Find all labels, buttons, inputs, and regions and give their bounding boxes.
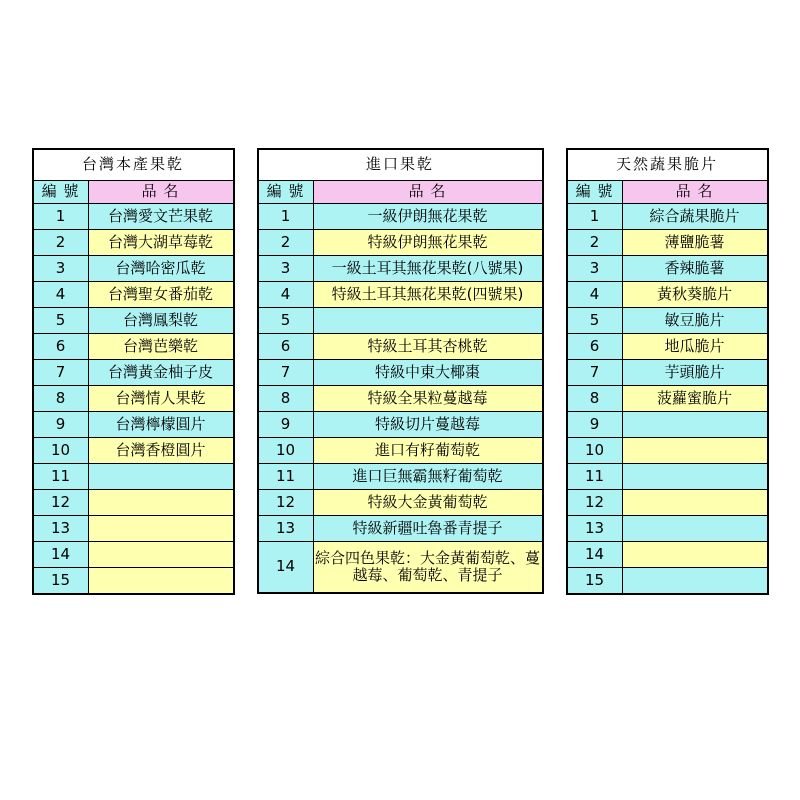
table-row bbox=[258, 360, 543, 386]
table-row bbox=[258, 490, 543, 516]
row-name: 特級土耳其杏桃乾 bbox=[313, 334, 543, 360]
row-name: 特級切片蔓越莓 bbox=[313, 412, 543, 438]
row-number: 2 bbox=[33, 230, 89, 256]
row-name: 台灣情人果乾 bbox=[88, 386, 234, 412]
row-number: 10 bbox=[258, 438, 314, 464]
row-number: 8 bbox=[258, 386, 314, 412]
row-number: 4 bbox=[258, 282, 314, 308]
row-number: 6 bbox=[258, 334, 314, 360]
row-number: 14 bbox=[567, 542, 623, 568]
tables-container bbox=[0, 148, 800, 595]
row-name: 台灣芭樂乾 bbox=[88, 334, 234, 360]
table-row bbox=[258, 542, 543, 594]
row-name: 進口有籽葡萄乾 bbox=[313, 438, 543, 464]
table-row bbox=[33, 360, 234, 386]
table-row bbox=[33, 438, 234, 464]
row-name: 綜合四色果乾：大金黃葡萄乾、蔓越莓、葡萄乾、青提子 bbox=[313, 542, 543, 594]
table-row bbox=[567, 438, 768, 464]
row-name: 一級伊朗無花果乾 bbox=[313, 204, 543, 230]
row-name: 綜合蔬果脆片 bbox=[622, 204, 768, 230]
row-number: 12 bbox=[567, 490, 623, 516]
row-number: 7 bbox=[567, 360, 623, 386]
row-number: 8 bbox=[33, 386, 89, 412]
table-imported-dried-fruit bbox=[257, 148, 544, 594]
table-row bbox=[258, 386, 543, 412]
table-row bbox=[33, 334, 234, 360]
table-row bbox=[567, 464, 768, 490]
table-taiwan-dried-fruit bbox=[32, 148, 235, 595]
row-name: 敏豆脆片 bbox=[622, 308, 768, 334]
row-name bbox=[88, 568, 234, 595]
table-row bbox=[567, 308, 768, 334]
table-row bbox=[567, 542, 768, 568]
table-row bbox=[567, 516, 768, 542]
row-number: 6 bbox=[567, 334, 623, 360]
table-title-row bbox=[33, 149, 234, 181]
table-title-row bbox=[258, 149, 543, 181]
row-number: 6 bbox=[33, 334, 89, 360]
table-row bbox=[567, 360, 768, 386]
row-number: 4 bbox=[33, 282, 89, 308]
table-row bbox=[33, 464, 234, 490]
row-name bbox=[313, 308, 543, 334]
row-name: 台灣愛文芒果乾 bbox=[88, 204, 234, 230]
table-header-row bbox=[258, 181, 543, 204]
column-header-number: 編 號 bbox=[33, 181, 89, 204]
table-row bbox=[33, 490, 234, 516]
row-name bbox=[88, 464, 234, 490]
row-number: 3 bbox=[258, 256, 314, 282]
table-row bbox=[567, 334, 768, 360]
row-name: 特級土耳其無花果乾(四號果) bbox=[313, 282, 543, 308]
table-row bbox=[258, 334, 543, 360]
table-row bbox=[33, 542, 234, 568]
row-number: 1 bbox=[258, 204, 314, 230]
row-name: 台灣哈密瓜乾 bbox=[88, 256, 234, 282]
table-row bbox=[33, 308, 234, 334]
table-title-row bbox=[567, 149, 768, 181]
row-name: 地瓜脆片 bbox=[622, 334, 768, 360]
row-number: 13 bbox=[258, 516, 314, 542]
table-title: 台灣本產果乾 bbox=[33, 149, 234, 181]
table-header-row bbox=[567, 181, 768, 204]
column-header-name: 品 名 bbox=[622, 181, 768, 204]
row-number: 15 bbox=[33, 568, 89, 595]
table-row bbox=[33, 230, 234, 256]
row-name: 特級新疆吐魯番青提子 bbox=[313, 516, 543, 542]
row-name: 台灣檸檬圓片 bbox=[88, 412, 234, 438]
table-row bbox=[258, 282, 543, 308]
table-title: 進口果乾 bbox=[258, 149, 543, 181]
row-number: 13 bbox=[567, 516, 623, 542]
column-header-number: 編 號 bbox=[258, 181, 314, 204]
row-number: 3 bbox=[567, 256, 623, 282]
row-number: 1 bbox=[567, 204, 623, 230]
row-name bbox=[622, 412, 768, 438]
row-number: 9 bbox=[567, 412, 623, 438]
row-name: 芋頭脆片 bbox=[622, 360, 768, 386]
row-name bbox=[622, 542, 768, 568]
row-number: 12 bbox=[33, 490, 89, 516]
row-name bbox=[88, 516, 234, 542]
row-number: 2 bbox=[258, 230, 314, 256]
table-row bbox=[567, 204, 768, 230]
row-name: 台灣鳳梨乾 bbox=[88, 308, 234, 334]
table-row bbox=[258, 438, 543, 464]
table-row bbox=[33, 386, 234, 412]
table-row bbox=[258, 230, 543, 256]
row-number: 8 bbox=[567, 386, 623, 412]
row-number: 11 bbox=[33, 464, 89, 490]
table-row bbox=[567, 490, 768, 516]
row-name bbox=[622, 464, 768, 490]
row-name: 黃秋葵脆片 bbox=[622, 282, 768, 308]
table-row bbox=[567, 230, 768, 256]
row-name: 進口巨無霸無籽葡萄乾 bbox=[313, 464, 543, 490]
row-name: 薄鹽脆薯 bbox=[622, 230, 768, 256]
row-number: 10 bbox=[567, 438, 623, 464]
row-number: 15 bbox=[567, 568, 623, 595]
table-row bbox=[567, 386, 768, 412]
table-row bbox=[258, 464, 543, 490]
table-row bbox=[33, 204, 234, 230]
row-name bbox=[622, 490, 768, 516]
row-number: 4 bbox=[567, 282, 623, 308]
row-number: 12 bbox=[258, 490, 314, 516]
row-name bbox=[622, 438, 768, 464]
table-row bbox=[258, 516, 543, 542]
row-number: 11 bbox=[567, 464, 623, 490]
row-name: 特級中東大椰棗 bbox=[313, 360, 543, 386]
row-number: 7 bbox=[258, 360, 314, 386]
row-number: 5 bbox=[33, 308, 89, 334]
row-number: 5 bbox=[258, 308, 314, 334]
row-number: 13 bbox=[33, 516, 89, 542]
row-number: 1 bbox=[33, 204, 89, 230]
table-title: 天然蔬果脆片 bbox=[567, 149, 768, 181]
table-row bbox=[567, 282, 768, 308]
row-number: 9 bbox=[258, 412, 314, 438]
row-number: 9 bbox=[33, 412, 89, 438]
row-name bbox=[88, 542, 234, 568]
table-row bbox=[33, 568, 234, 595]
column-header-name: 品 名 bbox=[88, 181, 234, 204]
row-name: 台灣香橙圓片 bbox=[88, 438, 234, 464]
column-header-name: 品 名 bbox=[313, 181, 543, 204]
row-name bbox=[88, 490, 234, 516]
table-row bbox=[567, 568, 768, 595]
table-natural-veggie-chips bbox=[566, 148, 769, 595]
row-name: 台灣黃金柚子皮 bbox=[88, 360, 234, 386]
row-name: 特級大金黃葡萄乾 bbox=[313, 490, 543, 516]
table-row bbox=[567, 412, 768, 438]
row-name bbox=[622, 516, 768, 542]
row-number: 3 bbox=[33, 256, 89, 282]
row-name: 特級伊朗無花果乾 bbox=[313, 230, 543, 256]
row-number: 14 bbox=[258, 542, 314, 594]
row-name: 香辣脆薯 bbox=[622, 256, 768, 282]
row-name: 特級全果粒蔓越莓 bbox=[313, 386, 543, 412]
table-header-row bbox=[33, 181, 234, 204]
row-name: 台灣大湖草莓乾 bbox=[88, 230, 234, 256]
row-name bbox=[622, 568, 768, 595]
row-number: 14 bbox=[33, 542, 89, 568]
table-row bbox=[258, 308, 543, 334]
table-row bbox=[33, 516, 234, 542]
table-row bbox=[33, 256, 234, 282]
table-row bbox=[567, 256, 768, 282]
row-number: 5 bbox=[567, 308, 623, 334]
column-header-number: 編 號 bbox=[567, 181, 623, 204]
row-name: 菠蘿蜜脆片 bbox=[622, 386, 768, 412]
row-name: 一級土耳其無花果乾(八號果) bbox=[313, 256, 543, 282]
row-number: 7 bbox=[33, 360, 89, 386]
table-row bbox=[33, 412, 234, 438]
table-row bbox=[258, 204, 543, 230]
row-number: 11 bbox=[258, 464, 314, 490]
table-row bbox=[258, 256, 543, 282]
row-name: 台灣聖女番茄乾 bbox=[88, 282, 234, 308]
row-number: 10 bbox=[33, 438, 89, 464]
row-number: 2 bbox=[567, 230, 623, 256]
table-row bbox=[33, 282, 234, 308]
table-row bbox=[258, 412, 543, 438]
